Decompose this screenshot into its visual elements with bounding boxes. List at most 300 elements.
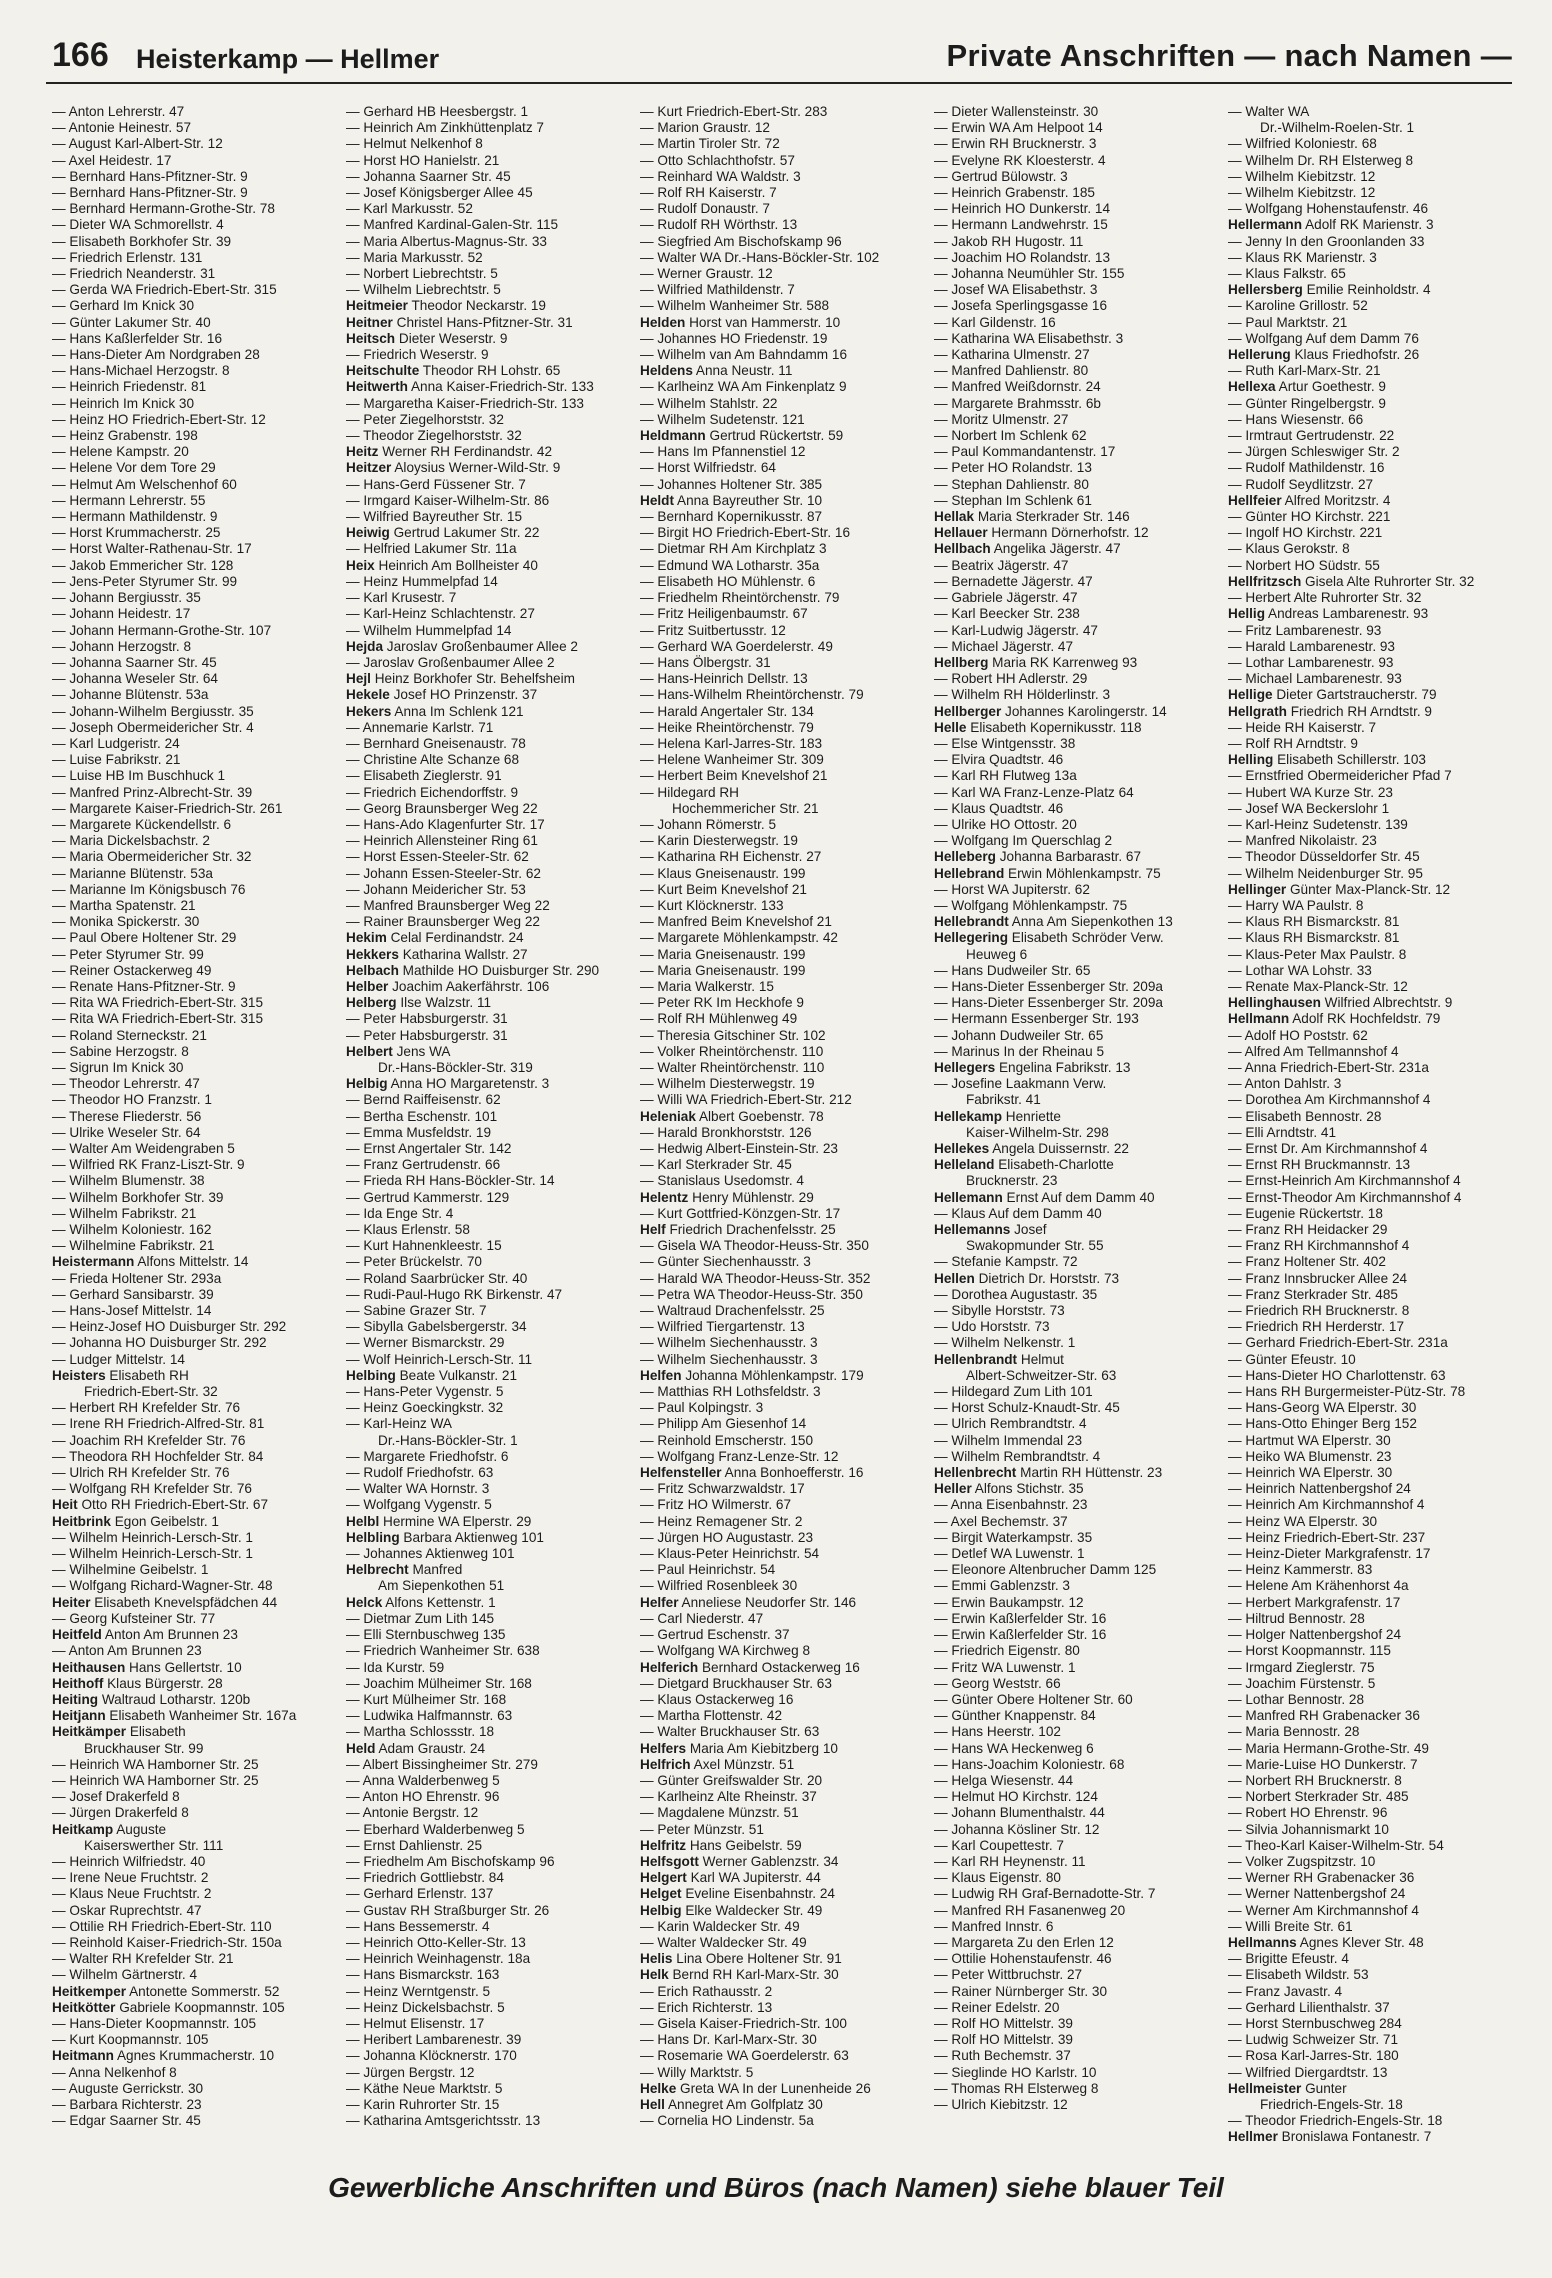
directory-entry: — Ludwig Schweizer Str. 71 xyxy=(1228,2032,1516,2048)
directory-entry: — Wilhelm Hummelpfad 14 xyxy=(346,623,634,639)
directory-entry: — Franz Javastr. 4 xyxy=(1228,1984,1516,2000)
directory-entry: — Waltraud Drachenfelsstr. 25 xyxy=(640,1303,928,1319)
directory-entry: — Gerhard HB Heesbergstr. 1 xyxy=(346,104,634,120)
directory-entry: — Oskar Ruprechtstr. 47 xyxy=(52,1903,340,1919)
surname: Hellberger xyxy=(934,703,1002,719)
directory-entry: — Karlheinz Alte Rheinstr. 37 xyxy=(640,1789,928,1805)
directory-entry: — Herbert RH Krefelder Str. 76 xyxy=(52,1400,340,1416)
directory-entry: — Cornelia HO Lindenstr. 5a xyxy=(640,2113,928,2129)
directory-entry: — Robert HO Ehrenstr. 96 xyxy=(1228,1805,1516,1821)
directory-entry: — Erich Richterstr. 13 xyxy=(640,2000,928,2016)
header-section-title: Private Anschriften — nach Namen — xyxy=(946,38,1512,73)
directory-entry: — Sigrun Im Knick 30 xyxy=(52,1060,340,1076)
directory-entry: — Wolfgang Möhlenkampstr. 75 xyxy=(934,898,1222,914)
directory-entry: — Axel Bechemstr. 37 xyxy=(934,1514,1222,1530)
directory-entry: — Antonie Bergstr. 12 xyxy=(346,1805,634,1821)
directory-entry: — Wilhelm Diesterwegstr. 19 xyxy=(640,1076,928,1092)
directory-entry: — Harry WA Paulstr. 8 xyxy=(1228,898,1516,914)
directory-entry: — Elisabeth Zieglerstr. 91 xyxy=(346,768,634,784)
directory-entry: — Gisela WA Theodor-Heuss-Str. 350 xyxy=(640,1238,928,1254)
surname: Helfer xyxy=(640,1594,679,1610)
directory-entry: — Margarete Friedhofstr. 6 xyxy=(346,1449,634,1465)
directory-entry: — Günther Knappenstr. 84 xyxy=(934,1708,1222,1724)
directory-entry: — Horst WA Jupiterstr. 62 xyxy=(934,882,1222,898)
directory-entry: Hell Annegret Am Golfplatz 30 xyxy=(640,2096,823,2112)
surname: Helget xyxy=(640,1886,682,1902)
directory-entry: — Wolfgang Hohenstaufenstr. 46 xyxy=(1228,201,1516,217)
directory-entry: Helferich Bernhard Ostackerweg 16 xyxy=(640,1659,860,1675)
directory-entry: — Klaus Eigenstr. 80 xyxy=(934,1870,1222,1886)
directory-entry: — Friedhelm Am Bischofskamp 96 xyxy=(346,1854,634,1870)
directory-entry: — Margarete Möhlenkampstr. 42 xyxy=(640,930,928,946)
directory-entry: — Wolfgang RH Krefelder Str. 76 xyxy=(52,1481,340,1497)
directory-entry: — Rolf HO Mittelstr. 39 xyxy=(934,2016,1222,2032)
directory-entry: Hellmann Adolf RK Hochfeldstr. 79 xyxy=(1228,1011,1441,1027)
directory-entry: — Gerhard Lilienthalstr. 37 xyxy=(1228,2000,1516,2016)
directory-entry: — Stefanie Kampstr. 72 xyxy=(934,1254,1222,1270)
directory-entry: Kaiserswerther Str. 111 xyxy=(84,1837,224,1853)
directory-entry: — Wilhelm Heinrich-Lersch-Str. 1 xyxy=(52,1546,340,1562)
directory-entry: — Heinrich Am Zinkhüttenplatz 7 xyxy=(346,120,634,136)
surname: Heistermann xyxy=(52,1254,135,1270)
directory-entry: — Klaus-Peter Heinrichstr. 54 xyxy=(640,1546,928,1562)
directory-entry: — Erwin RH Brucknerstr. 3 xyxy=(934,136,1222,152)
directory-entry: Dr.-Wilhelm-Roelen-Str. 1 xyxy=(1260,120,1415,136)
directory-entry: — Rolf RH Arndtstr. 9 xyxy=(1228,736,1516,752)
directory-entry: — Hans Wiesenstr. 66 xyxy=(1228,412,1516,428)
directory-entry: — Willy Marktstr. 5 xyxy=(640,2065,928,2081)
directory-entry: — Kurt Friedrich-Ebert-Str. 283 xyxy=(640,104,928,120)
directory-entry: — Hartmut WA Elperstr. 30 xyxy=(1228,1433,1516,1449)
directory-entry: — Ingolf HO Kirchstr. 221 xyxy=(1228,525,1516,541)
directory-entry: — Franz RH Kirchmannshof 4 xyxy=(1228,1238,1516,1254)
directory-entry: — Karl-Ludwig Jägerstr. 47 xyxy=(934,623,1222,639)
directory-entry: — Hans-Heinrich Dellstr. 13 xyxy=(640,671,928,687)
directory-entry: Hellexa Artur Goethestr. 9 xyxy=(1228,379,1386,395)
directory-entry: — Martha Spatenstr. 21 xyxy=(52,898,340,914)
directory-entry: — Klaus Erlenstr. 58 xyxy=(346,1222,634,1238)
directory-entry: — Friedrich Wanheimer Str. 638 xyxy=(346,1643,634,1659)
surname: Helbrecht xyxy=(346,1562,409,1578)
surname: Heithausen xyxy=(52,1659,126,1675)
directory-entry: — Friedrich Neanderstr. 31 xyxy=(52,266,340,282)
surname: Hellauer xyxy=(934,525,988,541)
surname: Hellerung xyxy=(1228,347,1291,363)
directory-entry: — Siegfried Am Bischofskamp 96 xyxy=(640,234,928,250)
directory-entry: — Karoline Grillostr. 52 xyxy=(1228,298,1516,314)
directory-entry: Hellinger Günter Max-Planck-Str. 12 xyxy=(1228,881,1451,897)
directory-entry: — Hans Kaßlerfelder Str. 16 xyxy=(52,331,340,347)
directory-entry: — Wilhelm Wanheimer Str. 588 xyxy=(640,298,928,314)
directory-entry: — Hans-Peter Vygenstr. 5 xyxy=(346,1384,634,1400)
directory-entry: — Karin Ruhrorter Str. 15 xyxy=(346,2097,634,2113)
page-number: 166 xyxy=(52,36,109,74)
directory-entry: — Eberhard Walderbenweg 5 xyxy=(346,1822,634,1838)
directory-entry: — Hans-Dieter Koopmannstr. 105 xyxy=(52,2016,340,2032)
directory-entry: — Gabriele Jägerstr. 47 xyxy=(934,590,1222,606)
directory-entry: Heitjann Elisabeth Wanheimer Str. 167a xyxy=(52,1708,297,1724)
directory-entry: — Jenny In den Groonlanden 33 xyxy=(1228,234,1516,250)
surname: Helk xyxy=(640,1967,669,1983)
directory-entry: — Theodora RH Hochfelder Str. 84 xyxy=(52,1449,340,1465)
directory-entry: — Elisabeth Wildstr. 53 xyxy=(1228,1967,1516,1983)
directory-entry: — Peter Brückelstr. 70 xyxy=(346,1254,634,1270)
directory-entry: — Franz Holtener Str. 402 xyxy=(1228,1254,1516,1270)
directory-entry: Hellmer Bronislawa Fontanestr. 7 xyxy=(1228,2129,1432,2145)
directory-entry: — Walter Rheintörchenstr. 110 xyxy=(640,1060,928,1076)
directory-entry: — Wolf Heinrich-Lersch-Str. 11 xyxy=(346,1352,634,1368)
directory-entry: — Roland Sterneckstr. 21 xyxy=(52,1028,340,1044)
directory-entry: — Kurt Hahnenkleestr. 15 xyxy=(346,1238,634,1254)
directory-entry: — Hans Im Pfannenstiel 12 xyxy=(640,444,928,460)
directory-entry: — Hermann Landwehrstr. 15 xyxy=(934,217,1222,233)
directory-entry: Heithoff Klaus Bürgerstr. 28 xyxy=(52,1675,223,1691)
directory-entry: Dr.-Hans-Böckler-Str. 1 xyxy=(378,1432,518,1448)
directory-entry: — Ludger Mittelstr. 14 xyxy=(52,1352,340,1368)
directory-entry: Heiwig Gertrud Lakumer Str. 22 xyxy=(346,525,540,541)
directory-entry: — Dieter WA Schmorellstr. 4 xyxy=(52,217,340,233)
directory-entry: — Johanna Weseler Str. 64 xyxy=(52,671,340,687)
directory-entry: Heitkötter Gabriele Koopmannstr. 105 xyxy=(52,1999,285,2015)
directory-entry: — Fritz WA Luwenstr. 1 xyxy=(934,1660,1222,1676)
directory-entry: — Werner Am Kirchmannshof 4 xyxy=(1228,1903,1516,1919)
directory-entry: — Axel Heidestr. 17 xyxy=(52,153,340,169)
surname: Helf xyxy=(640,1222,666,1238)
directory-entry: — Martha Schlossstr. 18 xyxy=(346,1724,634,1740)
directory-entry: Heit Otto RH Friedrich-Ebert-Str. 67 xyxy=(52,1497,269,1513)
directory-entry: — Theo-Karl Kaiser-Wilhelm-Str. 54 xyxy=(1228,1838,1516,1854)
directory-entry: — Günter Siechenhausstr. 3 xyxy=(640,1254,928,1270)
directory-entry: Helbrecht Manfred xyxy=(346,1562,463,1578)
directory-entry: — Martin Tiroler Str. 72 xyxy=(640,136,928,152)
surname: Heithoff xyxy=(52,1675,104,1691)
directory-entry: Helbling Barbara Aktienweg 101 xyxy=(346,1529,544,1545)
directory-entry: Heitsch Dieter Weserstr. 9 xyxy=(346,330,508,346)
directory-entry: — Roland Saarbrücker Str. 40 xyxy=(346,1271,634,1287)
surname: Hellgrath xyxy=(1228,703,1287,719)
directory-entry: — Heinrich Wilfriedstr. 40 xyxy=(52,1854,340,1870)
directory-entry: — Lothar Bennostr. 28 xyxy=(1228,1692,1516,1708)
page-header xyxy=(46,30,1512,84)
directory-entry: — Ida Enge Str. 4 xyxy=(346,1206,634,1222)
directory-entry: Hellenbrandt Helmut xyxy=(934,1351,1064,1367)
surname: Heldt xyxy=(640,492,674,508)
surname: Hellen xyxy=(934,1270,975,1286)
directory-entry: — Anna Nelkenhof 8 xyxy=(52,2065,340,2081)
directory-entry: — Detlef WA Luwenstr. 1 xyxy=(934,1546,1222,1562)
directory-entry: — Norbert Sterkrader Str. 485 xyxy=(1228,1789,1516,1805)
directory-entry: Heller Alfons Stichstr. 35 xyxy=(934,1481,1084,1497)
surname: Hekers xyxy=(346,703,392,719)
directory-entry: — Peter Styrumer Str. 99 xyxy=(52,947,340,963)
directory-entry: — Wilhelm Rembrandtstr. 4 xyxy=(934,1449,1222,1465)
directory-entry: — Kurt Koopmannstr. 105 xyxy=(52,2032,340,2048)
directory-entry: — Lothar WA Lohstr. 33 xyxy=(1228,963,1516,979)
directory-entry: — Klaus Auf dem Damm 40 xyxy=(934,1206,1222,1222)
directory-entry: Helleland Elisabeth-Charlotte xyxy=(934,1157,1114,1173)
surname: Helling xyxy=(1228,752,1274,768)
directory-entry: — Hans-Dieter Essenberger Str. 209a xyxy=(934,995,1222,1011)
directory-entry: — Heinz Goeckingkstr. 32 xyxy=(346,1400,634,1416)
directory-entry: — Michael Lambarenestr. 93 xyxy=(1228,671,1516,687)
directory-entry: — Paul Obere Holtener Str. 29 xyxy=(52,930,340,946)
surname: Hellfritzsch xyxy=(1228,573,1302,589)
directory-entry: Heldens Anna Neustr. 11 xyxy=(640,363,793,379)
directory-entry: — Elvira Quadtstr. 46 xyxy=(934,752,1222,768)
directory-entry: — Elli Sternbuschweg 135 xyxy=(346,1627,634,1643)
directory-entry: — Rosa Karl-Jarres-Str. 180 xyxy=(1228,2048,1516,2064)
directory-entry: — Josef WA Beckerslohr 1 xyxy=(1228,801,1516,817)
directory-entry: — Renate Max-Planck-Str. 12 xyxy=(1228,979,1516,995)
directory-entry: — Theodor HO Franzstr. 1 xyxy=(52,1092,340,1108)
directory-entry: — Petra WA Theodor-Heuss-Str. 350 xyxy=(640,1287,928,1303)
surname: Helfers xyxy=(640,1740,687,1756)
directory-entry: — Johann Essen-Steeler-Str. 62 xyxy=(346,866,634,882)
surname: Heitner xyxy=(346,314,393,330)
directory-entry: Heitfeld Anton Am Brunnen 23 xyxy=(52,1627,238,1643)
directory-entry: — Theodor Lehrerstr. 47 xyxy=(52,1076,340,1092)
directory-entry: — Harald Lambarenestr. 93 xyxy=(1228,639,1516,655)
directory-entry: — Gustav RH Straßburger Str. 26 xyxy=(346,1903,634,1919)
directory-entry: Helbl Hermine WA Elperstr. 29 xyxy=(346,1513,532,1529)
directory-entry: — Irmgard Zieglerstr. 75 xyxy=(1228,1660,1516,1676)
directory-entry: — Jakob RH Hugostr. 11 xyxy=(934,234,1222,250)
directory-entry: — Wolfgang Im Querschlag 2 xyxy=(934,833,1222,849)
directory-entry: — Lothar Lambarenestr. 93 xyxy=(1228,655,1516,671)
directory-entry: — Hans-Georg WA Elperstr. 30 xyxy=(1228,1400,1516,1416)
directory-entry: Helden Horst van Hammerstr. 10 xyxy=(640,314,841,330)
directory-entry: — Johann Römerstr. 5 xyxy=(640,817,928,833)
surname: Heitsch xyxy=(346,330,396,346)
directory-entry: — Jürgen Bergstr. 12 xyxy=(346,2065,634,2081)
surname: Held xyxy=(346,1740,376,1756)
directory-entry: — Gerhard Im Knick 30 xyxy=(52,298,340,314)
directory-entry: — Sibylla Gabelsbergerstr. 34 xyxy=(346,1319,634,1335)
surname: Heitjann xyxy=(52,1708,106,1724)
directory-entry: — Hans-Dieter HO Charlottenstr. 63 xyxy=(1228,1368,1516,1384)
surname: Hellekes xyxy=(934,1141,990,1156)
directory-entry: — Frieda RH Hans-Böckler-Str. 14 xyxy=(346,1173,634,1189)
directory-entry: — Fritz Suitbertusstr. 12 xyxy=(640,623,928,639)
directory-entry: — Peter Habsburgerstr. 31 xyxy=(346,1028,634,1044)
directory-entry: — Wilhelm Blumenstr. 38 xyxy=(52,1173,340,1189)
directory-entry: — Katharina RH Eichenstr. 27 xyxy=(640,849,928,865)
directory-entry: — Rainer Braunsberger Weg 22 xyxy=(346,914,634,930)
surname: Heiter xyxy=(52,1594,91,1610)
directory-entry: — Karl Coupettestr. 7 xyxy=(934,1838,1222,1854)
directory-entry: Helgert Karl WA Jupiterstr. 44 xyxy=(640,1870,821,1886)
directory-entry: — Magdalene Münzstr. 51 xyxy=(640,1805,928,1821)
directory-entry: — Wilfried Rosenbleek 30 xyxy=(640,1578,928,1594)
directory-entry: — Hildegard RH xyxy=(640,785,928,801)
directory-entry: — Klaus Neue Fruchtstr. 2 xyxy=(52,1886,340,1902)
surname: Hellenbrecht xyxy=(934,1465,1017,1481)
directory-entry: — Gertrud Kammerstr. 129 xyxy=(346,1190,634,1206)
directory-entry: — Karin Waldecker Str. 49 xyxy=(640,1919,928,1935)
directory-entry: — Hans Dudweiler Str. 65 xyxy=(934,963,1222,979)
surname: Helgert xyxy=(640,1870,687,1886)
directory-entry: — Johann Herzogstr. 8 xyxy=(52,639,340,655)
directory-entry: — Hildegard Zum Lith 101 xyxy=(934,1384,1222,1400)
directory-entry: — Wilhelm Fabrikstr. 21 xyxy=(52,1206,340,1222)
directory-entry: — Therese Fliederstr. 56 xyxy=(52,1109,340,1125)
directory-entry: — Heinrich HO Dunkerstr. 14 xyxy=(934,201,1222,217)
surname: Hell xyxy=(640,2096,665,2112)
directory-entry: — Horst Sternbuschweg 284 xyxy=(1228,2016,1516,2032)
directory-entry: — Friedrich Weserstr. 9 xyxy=(346,347,634,363)
directory-entry: — Georg Kufsteiner Str. 77 xyxy=(52,1611,340,1627)
surname: Heitzer xyxy=(346,460,392,476)
directory-entry: — Heinrich Allensteiner Ring 61 xyxy=(346,833,634,849)
directory-entry: — Friedhelm Rheintörchenstr. 79 xyxy=(640,590,928,606)
directory-entry: — Theodor Düsseldorfer Str. 45 xyxy=(1228,849,1516,865)
directory-entry: — Fritz Lambarenestr. 93 xyxy=(1228,623,1516,639)
directory-entry: Heithausen Hans Gellertstr. 10 xyxy=(52,1659,242,1675)
surname: Helbig xyxy=(640,1902,682,1918)
directory-entry: — Johannes HO Friedenstr. 19 xyxy=(640,331,928,347)
directory-entry: — Wilhelm van Am Bahndamm 16 xyxy=(640,347,928,363)
directory-entry: — Harald WA Theodor-Heuss-Str. 352 xyxy=(640,1271,928,1287)
directory-entry: Kaiser-Wilhelm-Str. 298 xyxy=(966,1124,1109,1140)
directory-entry: Hellauer Hermann Dörnerhofstr. 12 xyxy=(934,525,1149,541)
directory-entry: — Emma Musfeldstr. 19 xyxy=(346,1125,634,1141)
directory-entry: — Hedwig Albert-Einstein-Str. 23 xyxy=(640,1141,928,1157)
directory-entry: — Gerda WA Friedrich-Ebert-Str. 315 xyxy=(52,282,340,298)
surname: Hellmann xyxy=(1228,1011,1290,1027)
directory-entry: — Ruth Bechemstr. 37 xyxy=(934,2048,1222,2064)
directory-entry: Helis Lina Obere Holtener Str. 91 xyxy=(640,1951,842,1967)
directory-entry: — Günter Lakumer Str. 40 xyxy=(52,315,340,331)
directory-entry: — Heike Rheintörchenstr. 79 xyxy=(640,720,928,736)
directory-entry: — Helmut Am Welschenhof 60 xyxy=(52,477,340,493)
directory-entry: — Werner Graustr. 12 xyxy=(640,266,928,282)
directory-entry: — Ernst RH Bruckmannstr. 13 xyxy=(1228,1157,1516,1173)
directory-entry: — Heinrich WA Hamborner Str. 25 xyxy=(52,1757,340,1773)
directory-entry: — Gisela Kaiser-Friedrich-Str. 100 xyxy=(640,2016,928,2032)
directory-entry: — Horst Wilfriedstr. 64 xyxy=(640,460,928,476)
directory-entry: Heix Heinrich Am Bollheister 40 xyxy=(346,557,538,573)
directory-entry: — Heinrich Grabenstr. 185 xyxy=(934,185,1222,201)
directory-entry: — Margarete Kaiser-Friedrich-Str. 261 xyxy=(52,801,340,817)
directory-entry: — Jürgen HO Augustastr. 23 xyxy=(640,1530,928,1546)
directory-entry: — Paul Heinrichstr. 54 xyxy=(640,1562,928,1578)
directory-entry: — Wolfgang Franz-Lenze-Str. 12 xyxy=(640,1449,928,1465)
directory-entry: — Wilhelm Kiebitzstr. 12 xyxy=(1228,185,1516,201)
directory-entry: — Albert Bissingheimer Str. 279 xyxy=(346,1757,634,1773)
directory-entry: Hellen Dietrich Dr. Horststr. 73 xyxy=(934,1270,1120,1286)
header-range: Heisterkamp — Hellmer xyxy=(136,44,440,74)
surname: Heitz xyxy=(346,444,379,460)
surname: Heller xyxy=(934,1481,972,1497)
directory-entry: — Luise HB Im Buschhuck 1 xyxy=(52,768,340,784)
directory-entry: — Hans-Michael Herzogstr. 8 xyxy=(52,363,340,379)
directory-entry: — Ulrich RH Krefelder Str. 76 xyxy=(52,1465,340,1481)
directory-entry: — Heinz Werntgenstr. 5 xyxy=(346,1984,634,2000)
directory-entry: — Walter Waldecker Str. 49 xyxy=(640,1935,928,1951)
directory-entry: — Karlheinz WA Am Finkenplatz 9 xyxy=(640,379,928,395)
directory-entry: — Walter Bruckhauser Str. 63 xyxy=(640,1724,928,1740)
directory-entry: — Frieda Holtener Str. 293a xyxy=(52,1271,340,1287)
directory-entry: — Otto Schlachthofstr. 57 xyxy=(640,153,928,169)
directory-entry: — Maria Bennostr. 28 xyxy=(1228,1724,1516,1740)
directory-entry: — Helene Kampstr. 20 xyxy=(52,444,340,460)
directory-entry: Helberg Ilse Walzstr. 11 xyxy=(346,995,492,1011)
surname: Heisters xyxy=(52,1367,106,1383)
directory-entry: — Ernst Angertaler Str. 142 xyxy=(346,1141,634,1157)
directory-entry: — Emmi Gablenzstr. 3 xyxy=(934,1578,1222,1594)
directory-entry: — Evelyne RK Kloesterstr. 4 xyxy=(934,153,1222,169)
directory-entry: Hellersberg Emilie Reinholdstr. 4 xyxy=(1228,282,1431,298)
directory-entry: Hellekes Angela Duissernstr. 22 xyxy=(934,1141,1129,1156)
surname: Heit xyxy=(52,1497,78,1513)
directory-entry: Hellig Andreas Lambarenestr. 93 xyxy=(1228,606,1429,622)
directory-entry: — Günter Obere Holtener Str. 60 xyxy=(934,1692,1222,1708)
directory-entry: — Heinrich Nattenbergshof 24 xyxy=(1228,1481,1516,1497)
directory-entry: — Wolfgang Auf dem Damm 76 xyxy=(1228,331,1516,347)
directory-entry: — Erich Rathausstr. 2 xyxy=(640,1984,928,2000)
directory-entry: — Erwin Baukampstr. 12 xyxy=(934,1595,1222,1611)
directory-entry: — Else Wintgensstr. 38 xyxy=(934,736,1222,752)
surname: Hellegering xyxy=(934,930,1009,946)
directory-entry: — Manfred RH Fasanenweg 20 xyxy=(934,1903,1222,1919)
directory-entry: — Rolf RH Kaiserstr. 7 xyxy=(640,185,928,201)
directory-entry: — Gertrud Bülowstr. 3 xyxy=(934,169,1222,185)
directory-entry: Heitwerth Anna Kaiser-Friedrich-Str. 133 xyxy=(346,379,594,395)
directory-entry: Heistermann Alfons Mittelstr. 14 xyxy=(52,1254,249,1270)
directory-entry: — Hans-Otto Ehinger Berg 152 xyxy=(1228,1416,1516,1432)
directory-entry: — Reiner Ostackerweg 49 xyxy=(52,963,340,979)
directory-entry: — Walter RH Krefelder Str. 21 xyxy=(52,1951,340,1967)
directory-entry: Held Adam Graustr. 24 xyxy=(346,1740,486,1756)
directory-entry: Hellebrand Erwin Möhlenkampstr. 75 xyxy=(934,865,1161,881)
directory-entry: — Beatrix Jägerstr. 47 xyxy=(934,558,1222,574)
directory-entry: — Stephan Im Schlenk 61 xyxy=(934,493,1222,509)
directory-entry: — Walter Am Weidengraben 5 xyxy=(52,1141,340,1157)
directory-entry: — Johann-Wilhelm Bergiusstr. 35 xyxy=(52,704,340,720)
directory-entry: Heldt Anna Bayreuther Str. 10 xyxy=(640,492,823,508)
directory-entry: — Wilhelm Heinrich-Lersch-Str. 1 xyxy=(52,1530,340,1546)
directory-entry: — Dorothea Am Kirchmannshof 4 xyxy=(1228,1092,1516,1108)
directory-entry: Albert-Schweitzer-Str. 63 xyxy=(966,1367,1117,1383)
directory-entry: — Karl Krusestr. 7 xyxy=(346,590,634,606)
directory-entry: — Ludwig RH Graf-Bernadotte-Str. 7 xyxy=(934,1886,1222,1902)
directory-entry: — Günter HO Kirchstr. 221 xyxy=(1228,509,1516,525)
directory-entry: Hellekamp Henriette xyxy=(934,1108,1061,1124)
directory-entry: — Dorothea Augustastr. 35 xyxy=(934,1287,1222,1303)
surname: Hellmer xyxy=(1228,2129,1278,2145)
directory-entry: — Karin Diesterwegstr. 19 xyxy=(640,833,928,849)
directory-entry: — Heinz HO Friedrich-Ebert-Str. 12 xyxy=(52,412,340,428)
directory-entry: — Karl-Heinz Schlachtenstr. 27 xyxy=(346,606,634,622)
directory-entry: — Günter Greifswalder Str. 20 xyxy=(640,1773,928,1789)
directory-entry: — Wolfgang Vygenstr. 5 xyxy=(346,1497,634,1513)
directory-entry: — Erwin Kaßlerfelder Str. 16 xyxy=(934,1611,1222,1627)
directory-entry: — Margaretha Kaiser-Friedrich-Str. 133 xyxy=(346,396,634,412)
directory-entry: Heitmeier Theodor Neckarstr. 19 xyxy=(346,298,546,314)
directory-entry: — Manfred Kardinal-Galen-Str. 115 xyxy=(346,217,634,233)
directory-entry: — Kurt Mülheimer Str. 168 xyxy=(346,1692,634,1708)
surname: Helbing xyxy=(346,1367,396,1383)
directory-entry: — Bertha Eschenstr. 101 xyxy=(346,1109,634,1125)
surname: Heldmann xyxy=(640,428,706,444)
directory-entry: Friedrich-Engels-Str. 18 xyxy=(1260,2096,1403,2112)
directory-entry: — Rudolf RH Wörthstr. 13 xyxy=(640,217,928,233)
directory-entry: — Johanna HO Duisburger Str. 292 xyxy=(52,1335,340,1351)
directory-entry: — Horst HO Hanielstr. 21 xyxy=(346,153,634,169)
directory-entry: Hejl Heinz Borkhofer Str. Behelfsheim xyxy=(346,671,575,687)
directory-entry: Brucknerstr. 23 xyxy=(966,1173,1058,1189)
directory-entry: — Heinz Grabenstr. 198 xyxy=(52,428,340,444)
